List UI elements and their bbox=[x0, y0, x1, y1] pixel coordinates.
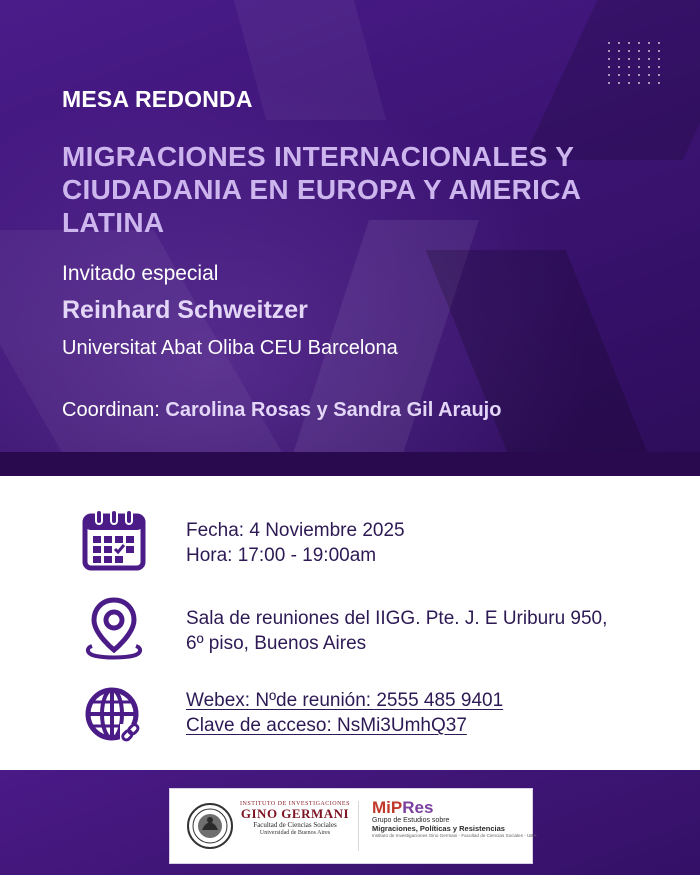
dot-grid-decoration bbox=[608, 42, 662, 84]
gg-name: GINO GERMANI bbox=[240, 806, 350, 821]
coordinators-names: Carolina Rosas y Sandra Gil Araujo bbox=[165, 399, 502, 421]
mipres-logo bbox=[372, 798, 537, 839]
event-title: MIGRACIONES INTERNACIONALES Y CIUDADANIA EN EUROPA Y AMERICA LATINA bbox=[62, 141, 581, 238]
guest-label: Invitado especial bbox=[62, 262, 219, 285]
coordinators bbox=[62, 399, 501, 422]
mipres-line-1: Grupo de Estudios sobre bbox=[372, 817, 450, 824]
mipres-brand-b: Res bbox=[402, 798, 434, 817]
gg-faculty: Facultad de Ciencias Sociales bbox=[253, 821, 337, 829]
mipres-line-3: Instituto de Investigaciones Gino Germani - Facultad de Ciencias Sociales - UBA bbox=[372, 833, 537, 838]
location-pin-icon bbox=[82, 596, 146, 660]
guest-name: Reinhard Schweitzer bbox=[62, 296, 308, 324]
venue-line-1: Sala de reuniones del IIGG. Pte. J. E Uriburu 950, bbox=[186, 608, 608, 629]
webex-meeting-link[interactable] bbox=[186, 688, 503, 713]
venue-line-2: 6º piso, Buenos Aires bbox=[186, 633, 367, 654]
logo-divider bbox=[358, 801, 359, 851]
event-date: Fecha: 4 Noviembre 2025 bbox=[186, 520, 405, 541]
uba-seal-logo bbox=[186, 802, 234, 850]
gino-germani-logo bbox=[240, 801, 350, 836]
calendar-icon bbox=[82, 508, 146, 572]
globe-link-icon bbox=[82, 684, 146, 748]
divider-band bbox=[0, 452, 700, 476]
webex-password bbox=[186, 713, 467, 738]
webex-password-text: Clave de acceso: NsMi3UmhQ37 bbox=[186, 715, 467, 736]
mipres-line-2: Migraciones, Políticas y Resistencias bbox=[372, 824, 505, 833]
event-time: Hora: 17:00 - 19:00am bbox=[186, 545, 377, 566]
event-type: MESA REDONDA bbox=[62, 86, 253, 112]
logos-card bbox=[169, 788, 537, 864]
mipres-brand bbox=[372, 799, 527, 817]
details-section bbox=[0, 476, 700, 770]
guest-institution: Universitat Abat Oliba CEU Barcelona bbox=[62, 337, 398, 359]
coordinators-label: Coordinan: bbox=[62, 399, 166, 421]
background-building bbox=[234, 0, 386, 120]
footer-section bbox=[0, 770, 700, 875]
mipres-brand-a: MiP bbox=[372, 798, 403, 817]
webex-meeting-text[interactable]: Webex: Nºde reunión: 2555 485 9401 bbox=[186, 690, 504, 711]
gg-institute-label: INSTITUTO DE INVESTIGACIONES bbox=[240, 801, 350, 807]
gg-university: Universidad de Buenos Aires bbox=[259, 830, 331, 836]
